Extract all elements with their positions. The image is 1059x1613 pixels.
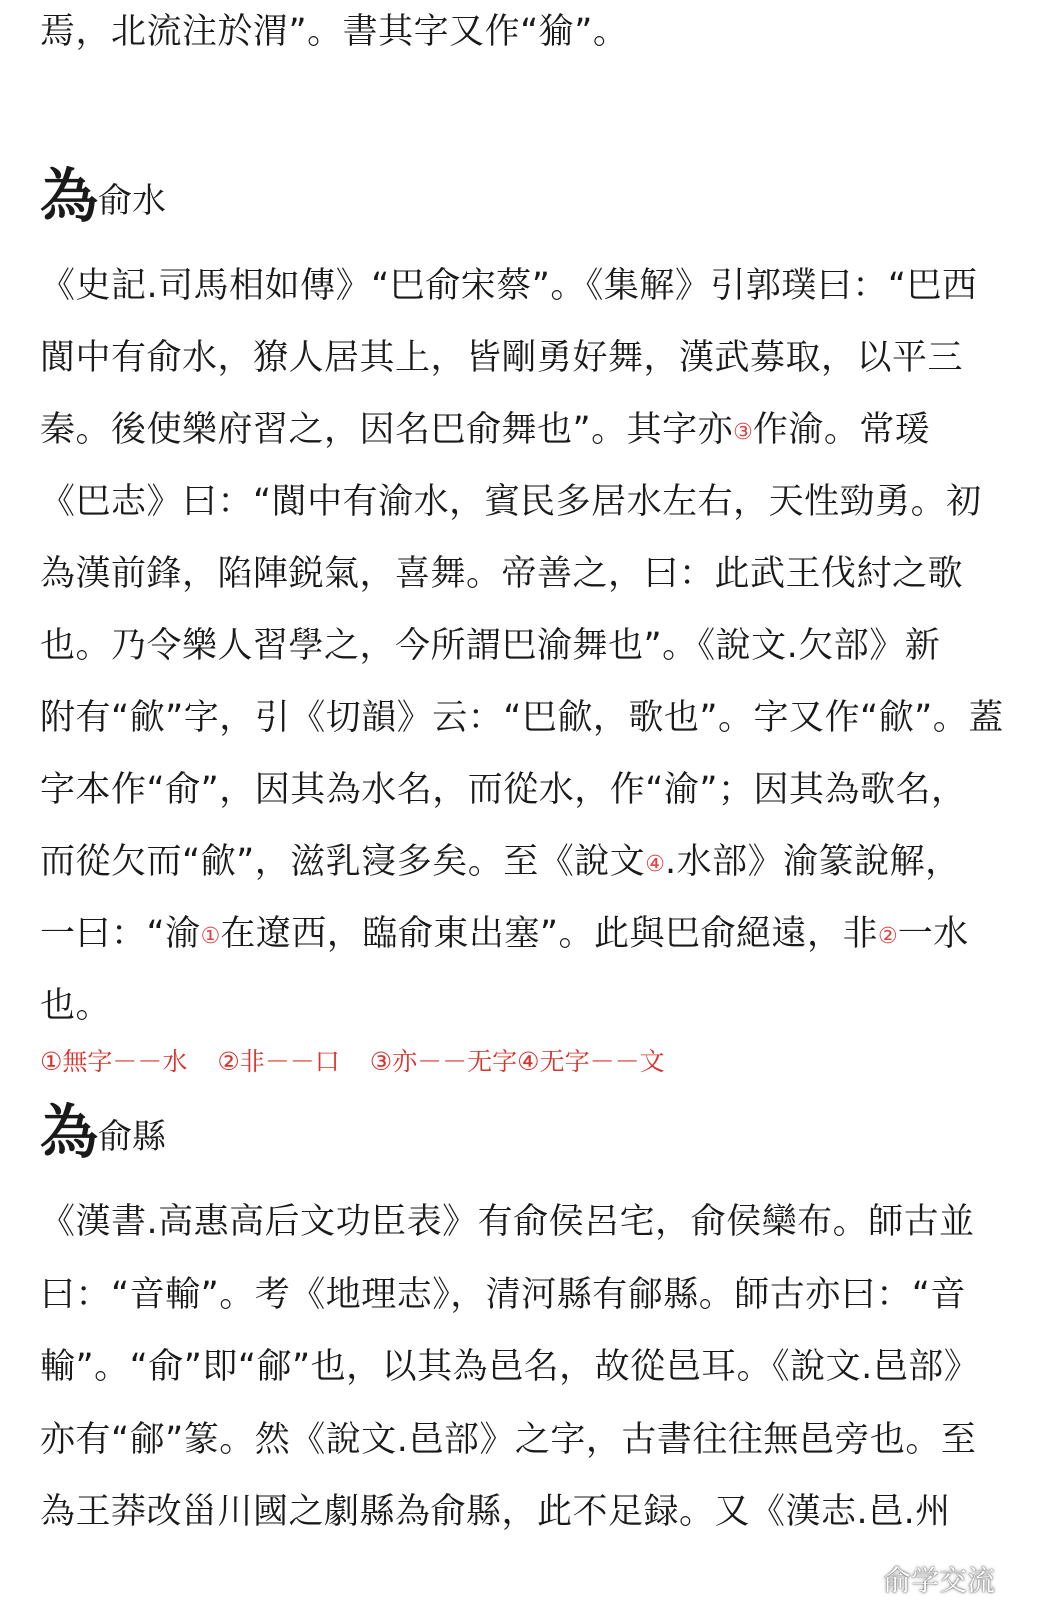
text-line: 閬中有俞水，獠人居其上，皆剛勇好舞，漢武募取，以平三 (40, 338, 964, 378)
text-line: 《史記.司馬相如傳》“巴俞宋蔡”。《集解》引郭璞曰：“巴西 (40, 266, 978, 306)
text-line: 《漢書.高惠高后文功臣表》有俞侯呂宅，俞侯欒布。師古並 (40, 1202, 975, 1242)
text-line: 也。乃令樂人習學之，今所謂巴渝舞也”。《說文.欠部》新 (40, 626, 941, 666)
text-segment: 一曰：“渝 (40, 914, 201, 954)
footnote-marker: ② (878, 924, 898, 949)
text-line: 為漢前鋒，陷陣鋭氣，喜舞。帝善之，曰：此武王伐紂之歌 (40, 554, 964, 594)
section-heading-yu-xian (40, 1098, 167, 1167)
text-line: 字本作“俞”，因其為水名，而從水，作“渝”；因其為歌名， (40, 770, 967, 810)
text-segment: 而從欠而“歈”，滋乳寖多矣。至《說文 (40, 842, 646, 882)
footnotes (40, 1046, 687, 1078)
footnote-marker: ③ (733, 420, 753, 445)
text-segment: .水部》渝篆說解， (665, 842, 961, 882)
text-line (40, 912, 969, 959)
heading-subtitle: 俞縣 (98, 1117, 167, 1157)
footnote-marker: ④ (645, 852, 666, 877)
text-line: 《巴志》曰：“閬中有渝水，賓民多居水左右，天性勁勇。初 (40, 482, 982, 522)
footnote-2: ②非－－口 (217, 1047, 340, 1076)
text-line (40, 840, 961, 887)
footnote-marker: ① (200, 924, 221, 949)
text-line: 為王莽改甾川國之劇縣為俞縣，此不足録。又《漢志.邑.州 (40, 1492, 951, 1532)
text-segment: 在遼西，臨俞東出塞”。此與巴俞絕遠，非 (220, 914, 879, 954)
text-line: 輸”。“俞”即“鄃”也，以其為邑名，故從邑耳。《說文.邑部》 (40, 1347, 980, 1387)
text-segment: 一水 (897, 914, 969, 954)
heading-main-char: 為 (40, 162, 99, 230)
text-line: 附有“歈”字，引《切韻》云：“巴歈，歌也”。字又作“歈”。蓋 (40, 698, 1004, 738)
text-segment: 作渝。常瑗 (752, 410, 931, 450)
footnote-3: ③亦－－无字④无字－－文 (369, 1047, 665, 1076)
text-line: 曰：“音輸”。考《地理志》，清河縣有鄃縣。師古亦曰：“音 (40, 1274, 966, 1315)
text-line: 也。 (40, 986, 112, 1026)
text-line (40, 408, 930, 455)
footnote-1: ①無字－－水 (40, 1047, 188, 1076)
wechat-icon (833, 1562, 875, 1596)
account-watermark (833, 1559, 995, 1599)
watermark-text: 俞学交流 (882, 1564, 995, 1597)
heading-subtitle: 俞水 (98, 181, 167, 221)
section-heading-yu-shui (40, 162, 167, 231)
heading-main-char: 為 (40, 1098, 99, 1166)
text-line: 亦有“鄃”篆。然《說文.邑部》之字，古書往往無邑旁也。至 (40, 1419, 977, 1460)
intro-line: 焉，北流注於渭”。書其字又作“㺄”。 (40, 12, 629, 52)
text-segment: 秦。後使樂府習之，因名巴俞舞也”。其字亦 (40, 410, 734, 450)
